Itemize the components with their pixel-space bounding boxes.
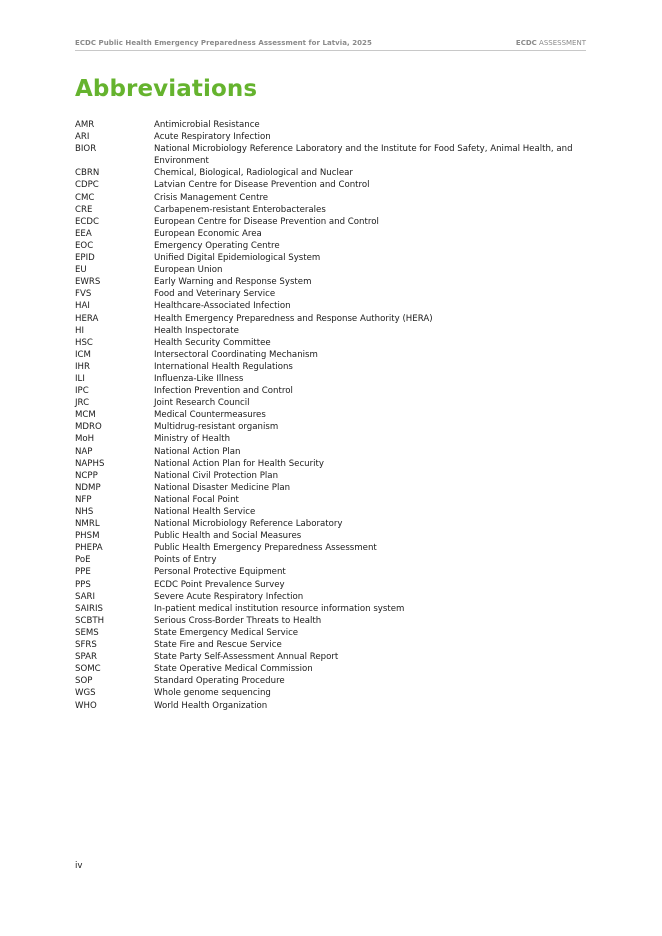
abbreviation-code: EU	[75, 265, 87, 276]
abbreviation-definition: Acute Respiratory Infection	[154, 132, 271, 143]
abbreviation-definition: Carbapenem-resistant Enterobacterales	[154, 204, 326, 215]
abbreviation-code: SEMS	[75, 627, 99, 638]
abbreviation-row	[75, 530, 590, 542]
abbreviation-code: SPAR	[75, 652, 97, 663]
abbreviation-code: PPS	[75, 579, 91, 590]
abbreviation-row	[75, 373, 590, 385]
abbreviation-code: ILI	[75, 373, 85, 384]
abbreviation-definition: European Union	[154, 265, 223, 276]
abbreviation-row	[75, 349, 590, 361]
abbreviation-code: HSC	[75, 337, 93, 348]
abbreviation-row	[75, 409, 590, 421]
abbreviation-definition: Health Emergency Preparedness and Response Authority (HERA)	[154, 313, 433, 324]
abbreviation-code: SARI	[75, 591, 95, 602]
header-label: ASSESSMENT	[539, 39, 586, 47]
header-series-label	[516, 39, 586, 47]
abbreviation-code: WHO	[75, 700, 97, 711]
abbreviation-definition: National Health Service	[154, 507, 256, 517]
page-title: Abbreviations	[75, 76, 258, 102]
abbreviation-row	[75, 397, 590, 409]
abbreviation-definition: Personal Protective Equipment	[154, 567, 286, 578]
abbreviation-code: EWRS	[75, 277, 101, 288]
abbreviation-code: IPC	[75, 386, 89, 397]
abbreviation-code: JRC	[75, 398, 90, 409]
abbreviation-definition: Infection Prevention and Control	[154, 386, 293, 397]
abbreviation-definition: Points of Entry	[154, 555, 217, 566]
abbreviation-definition: Health Inspectorate	[154, 325, 239, 336]
abbreviation-code: MDRO	[75, 422, 102, 433]
abbreviation-definition: Serious Cross-Border Threats to Health	[154, 615, 322, 626]
running-header	[75, 38, 586, 51]
abbreviation-row	[75, 192, 590, 204]
abbreviation-definition: World Health Organization	[154, 700, 268, 711]
abbreviation-definition: Crisis Management Centre	[154, 192, 269, 203]
abbreviation-row	[75, 361, 590, 373]
abbreviation-row	[75, 627, 590, 639]
page-number: iv	[75, 861, 83, 871]
abbreviation-row	[75, 554, 590, 566]
abbreviation-code: NHS	[75, 507, 94, 517]
abbreviation-code: HI	[75, 325, 84, 336]
abbreviation-definition: Ministry of Health	[154, 434, 231, 445]
abbreviation-row	[75, 252, 590, 264]
abbreviation-code: NDMP	[75, 482, 101, 493]
abbreviation-definition: State Party Self-Assessment Annual Report	[154, 652, 339, 663]
abbreviation-code: NMRL	[75, 519, 100, 530]
abbreviation-code: ECDC	[75, 216, 100, 227]
abbreviation-row	[75, 615, 590, 627]
abbreviation-definition: Early Warning and Response System	[154, 277, 312, 288]
abbreviation-row	[75, 337, 590, 349]
abbreviation-definition: Medical Countermeasures	[154, 410, 266, 421]
abbreviation-definition: National Microbiology Reference Laboratory	[154, 519, 343, 530]
abbreviation-row	[75, 446, 590, 458]
abbreviation-definition: Influenza-Like Illness	[154, 373, 244, 384]
abbreviation-row	[75, 216, 590, 228]
abbreviation-row	[75, 579, 590, 591]
abbreviation-row	[75, 325, 590, 337]
abbreviation-definition: National Focal Point	[154, 494, 239, 505]
abbreviation-code: IHR	[75, 361, 90, 372]
abbreviation-definition: National Microbiology Reference Laboratory and the Institute for Food Safety, Animal Health, and Environment	[154, 144, 573, 167]
abbreviation-row	[75, 494, 590, 506]
abbreviation-row	[75, 542, 590, 554]
abbreviation-code: WGS	[75, 688, 96, 699]
abbreviation-definition: Health Security Committee	[154, 337, 271, 348]
abbreviation-row	[75, 204, 590, 216]
abbreviation-definition: Healthcare-Associated Infection	[154, 301, 291, 312]
abbreviation-definition: National Action Plan for Health Security	[154, 458, 324, 469]
abbreviation-code: HAI	[75, 301, 90, 312]
abbreviation-definition: In-patient medical institution resource information system	[154, 603, 405, 614]
abbreviation-code: NAP	[75, 446, 93, 457]
header-document-title: ECDC Public Health Emergency Preparedness Assessment for Latvia, 2025	[75, 39, 372, 47]
abbreviation-row	[75, 433, 590, 445]
abbreviation-code: PHSM	[75, 531, 100, 542]
abbreviation-row	[75, 700, 590, 712]
abbreviation-code: SAIRIS	[75, 603, 103, 614]
abbreviation-code: FVS	[75, 289, 92, 300]
abbreviation-code: SFRS	[75, 640, 97, 651]
abbreviation-row	[75, 143, 590, 167]
abbreviation-row	[75, 288, 590, 300]
abbreviation-definition: ECDC Point Prevalence Survey	[154, 579, 285, 590]
abbreviation-code: PHEPA	[75, 543, 103, 554]
abbreviation-row	[75, 482, 590, 494]
abbreviation-definition: National Disaster Medicine Plan	[154, 482, 291, 493]
abbreviation-definition: State Fire and Rescue Service	[154, 640, 282, 651]
abbreviation-row	[75, 591, 590, 603]
abbreviation-code: HERA	[75, 313, 99, 324]
abbreviation-code: BIOR	[75, 144, 97, 155]
abbreviation-row	[75, 458, 590, 470]
abbreviation-definition: Intersectoral Coordinating Mechanism	[154, 349, 318, 360]
abbreviation-row	[75, 675, 590, 687]
abbreviation-code: CDPC	[75, 180, 99, 191]
abbreviation-definition: European Centre for Disease Prevention and Control	[154, 216, 379, 227]
abbreviation-definition: State Emergency Medical Service	[154, 627, 299, 638]
abbreviation-definition: National Action Plan	[154, 446, 241, 457]
abbreviation-row	[75, 313, 590, 325]
abbreviation-row	[75, 131, 590, 143]
abbreviation-definition: Whole genome sequencing	[154, 688, 271, 699]
abbreviation-code: MoH	[75, 434, 95, 445]
abbreviation-definition: Standard Operating Procedure	[154, 676, 285, 687]
abbreviation-definition: Unified Digital Epidemiological System	[154, 253, 321, 264]
abbreviation-definition: National Civil Protection Plan	[154, 470, 279, 481]
abbreviation-row	[75, 385, 590, 397]
abbreviation-code: EEA	[75, 228, 92, 239]
abbreviation-code: EOC	[75, 240, 94, 251]
abbreviation-row	[75, 179, 590, 191]
abbreviation-code: AMR	[75, 120, 95, 130]
abbreviation-row	[75, 518, 590, 530]
abbreviation-code: NCPP	[75, 470, 98, 481]
abbreviation-row	[75, 506, 590, 518]
abbreviation-definition: Antimicrobial Resistance	[154, 120, 260, 130]
abbreviation-row	[75, 470, 590, 482]
abbreviation-definition: Public Health Emergency Preparedness Assessment	[154, 543, 377, 554]
abbreviation-definition: Multidrug-resistant organism	[154, 422, 279, 433]
abbreviation-row	[75, 663, 590, 675]
abbreviation-code: PoE	[75, 555, 91, 566]
abbreviation-row	[75, 240, 590, 252]
abbreviation-code: PPE	[75, 567, 91, 578]
abbreviation-row	[75, 687, 590, 699]
abbreviation-definition: Emergency Operating Centre	[154, 240, 280, 251]
abbreviation-row	[75, 566, 590, 578]
abbreviation-code: ARI	[75, 132, 90, 143]
abbreviation-definition: State Operative Medical Commission	[154, 664, 313, 675]
abbreviation-code: ICM	[75, 349, 91, 360]
abbreviation-definition: Chemical, Biological, Radiological and Nuclear	[154, 168, 353, 179]
abbreviations-list	[75, 119, 590, 712]
abbreviation-row	[75, 651, 590, 663]
abbreviation-definition: Public Health and Social Measures	[154, 531, 302, 542]
abbreviation-row	[75, 421, 590, 433]
abbreviation-code: CRE	[75, 204, 93, 215]
abbreviation-row	[75, 603, 590, 615]
abbreviation-definition: Food and Veterinary Service	[154, 289, 276, 300]
abbreviation-code: SCBTH	[75, 615, 105, 626]
abbreviation-code: MCM	[75, 410, 96, 421]
abbreviation-code: NAPHS	[75, 458, 105, 469]
abbreviation-definition: Latvian Centre for Disease Prevention and Control	[154, 180, 370, 191]
abbreviation-row	[75, 276, 590, 288]
abbreviation-definition: Severe Acute Respiratory Infection	[154, 591, 304, 602]
abbreviation-code: CMC	[75, 192, 95, 203]
abbreviation-row	[75, 119, 590, 131]
abbreviation-definition: International Health Regulations	[154, 361, 293, 372]
abbreviation-definition: European Economic Area	[154, 228, 262, 239]
abbreviation-row	[75, 300, 590, 312]
abbreviation-row	[75, 228, 590, 240]
abbreviation-row	[75, 167, 590, 179]
abbreviation-code: NFP	[75, 494, 92, 505]
abbreviation-row	[75, 639, 590, 651]
abbreviation-row	[75, 264, 590, 276]
abbreviation-definition: Joint Research Council	[154, 398, 250, 409]
header-brand: ECDC	[515, 39, 537, 47]
abbreviation-code: SOP	[75, 676, 93, 687]
abbreviation-code: SOMC	[75, 664, 101, 675]
abbreviation-code: CBRN	[75, 168, 100, 179]
abbreviation-code: EPID	[75, 253, 95, 264]
